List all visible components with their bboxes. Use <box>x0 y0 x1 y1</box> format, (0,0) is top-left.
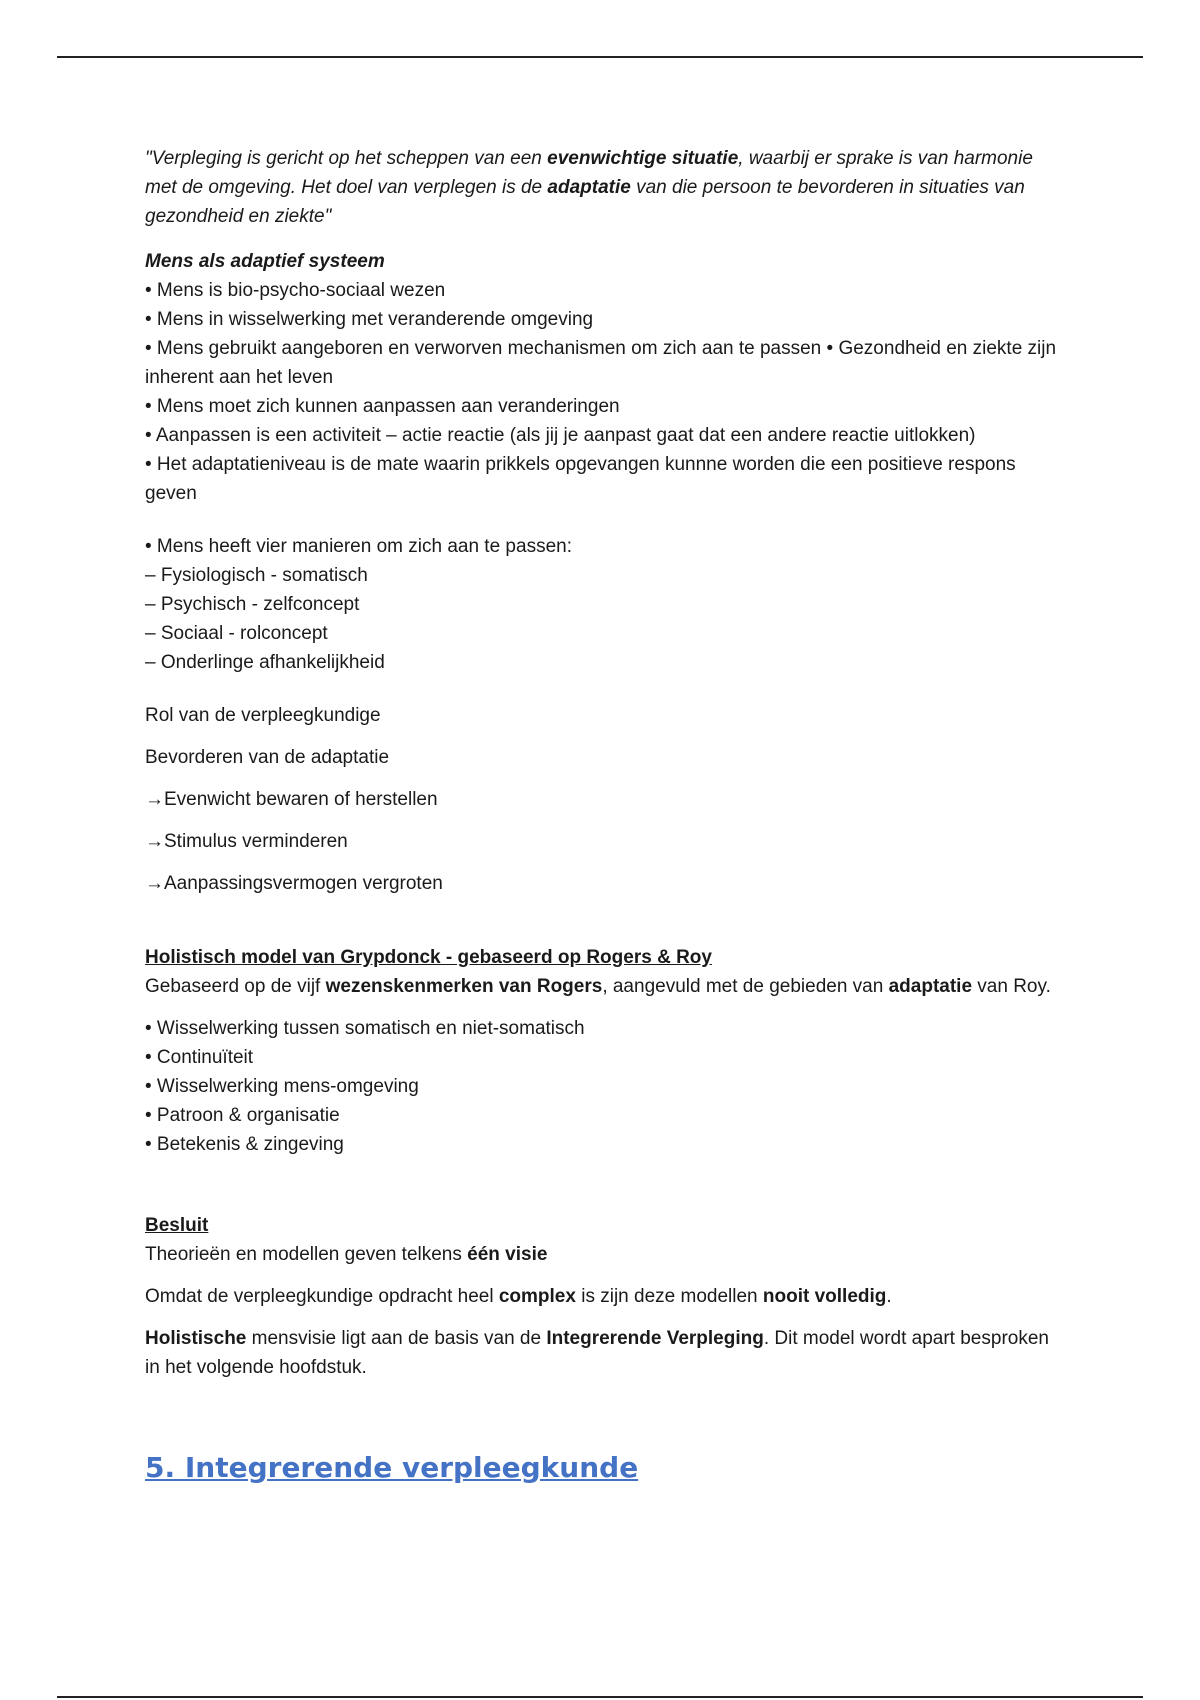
rol-subtitle: Bevorderen van de adaptatie <box>145 747 390 768</box>
besluit-paragraph-1: Theorieën en modellen geven telkens één visie <box>145 1244 548 1265</box>
list-item: • Mens heeft vier manieren om zich aan te passen: <box>145 536 572 557</box>
besluit-heading: Besluit <box>145 1215 209 1236</box>
chapter-heading: 5. Integrerende verpleegkunde <box>145 1451 639 1484</box>
list-item: • Mens in wisselwerking met veranderende omgeving <box>145 309 594 330</box>
list-item: – Sociaal - rolconcept <box>145 623 328 644</box>
list-item: • Betekenis & zingeving <box>145 1134 344 1155</box>
adaptief-heading: Mens als adaptief systeem <box>145 251 385 272</box>
list-item: • Aanpassen is een activiteit – actie reactie (als jij je aanpast gaat dat een andere reactie uitlokken) <box>145 425 976 446</box>
holistisch-heading: Holistisch model van Grypdonck - gebaseerd op Rogers & Roy <box>145 947 712 968</box>
footer-rule <box>57 1696 1143 1698</box>
header-rule <box>57 56 1143 58</box>
document-body <box>145 144 1065 1488</box>
rol-heading: Rol van de verpleegkundige <box>145 705 381 726</box>
list-item: • Patroon & organisatie <box>145 1105 340 1126</box>
roy-quote: "Verpleging is gericht op het scheppen van een evenwichtige situatie, waarbij er sprake is van harmonie met de omgeving. Het doel van verplegen is de adaptatie van die persoon te bevorderen in situaties van gezondheid en ziekte" <box>145 148 1033 227</box>
list-item: • Wisselwerking mens-omgeving <box>145 1076 419 1097</box>
list-item: • Mens is bio-psycho-sociaal wezen <box>145 280 446 301</box>
list-item: →Evenwicht bewaren of herstellen <box>145 789 438 810</box>
list-item: →Aanpassingsvermogen vergroten <box>145 873 443 894</box>
list-item: • Mens moet zich kunnen aanpassen aan veranderingen <box>145 396 620 417</box>
list-item: • Continuïteit <box>145 1047 254 1068</box>
list-item: – Fysiologisch - somatisch <box>145 565 368 586</box>
list-item: – Onderlinge afhankelijkheid <box>145 652 385 673</box>
besluit-paragraph-2: Omdat de verpleegkundige opdracht heel complex is zijn deze modellen nooit volledig. <box>145 1286 892 1307</box>
list-item: • Mens gebruikt aangeboren en verworven mechanismen om zich aan te passen • Gezondheid en ziekte zijn inherent aan het leven <box>145 338 1057 388</box>
holistisch-intro: Gebaseerd op de vijf wezenskenmerken van Rogers, aangevuld met de gebieden van adaptatie van Roy. <box>145 976 1051 997</box>
besluit-paragraph-3: Holistische mensvisie ligt aan de basis van de Integrerende Verpleging. Dit model wordt apart besproken in het volgende hoofdstuk. <box>145 1328 1049 1378</box>
list-item: – Psychisch - zelfconcept <box>145 594 360 615</box>
list-item: →Stimulus verminderen <box>145 831 348 852</box>
list-item: • Wisselwerking tussen somatisch en niet-somatisch <box>145 1018 585 1039</box>
list-item: • Het adaptatieniveau is de mate waarin prikkels opgevangen kunnne worden die een positieve respons geven <box>145 454 1016 504</box>
